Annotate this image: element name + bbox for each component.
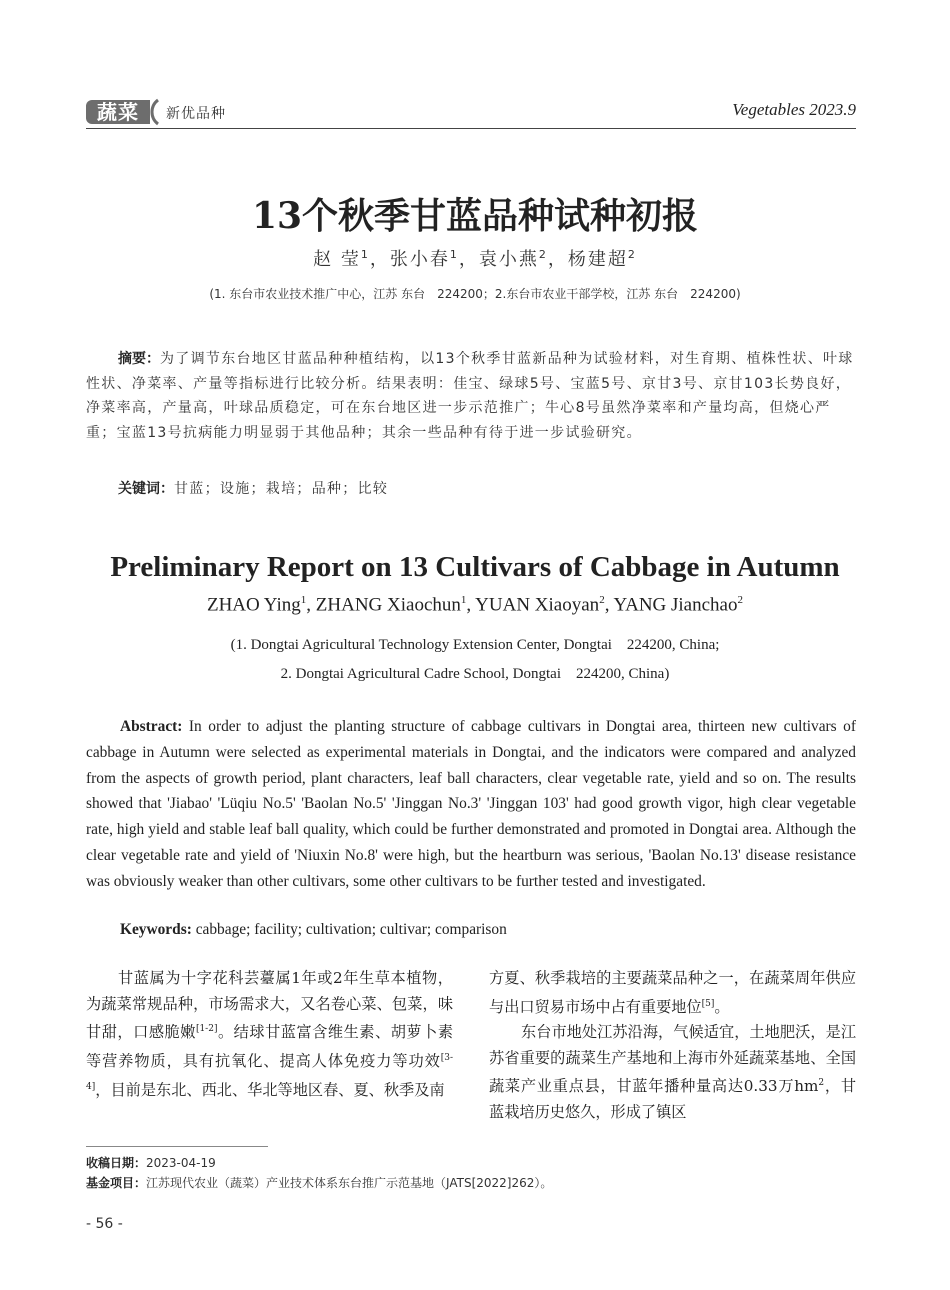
en-keywords [120,921,507,939]
author-name: ZHAO Ying [206,594,301,616]
body-paragraph-2 [489,1020,856,1125]
author-sup: 2 [737,594,743,606]
author-name: YANG Jianchao [613,594,738,616]
author-name: 袁小燕 [478,249,539,270]
author-sup: 2 [538,248,548,261]
citation: [1-2] [195,1024,218,1035]
header-divider [86,128,856,129]
author-name: YUAN Xiaoyan [475,594,600,616]
body-text: 东台市地处江苏沿海，气候适宜，土地肥沃，是江苏省重要的蔬菜生产基地和上海市外延蔬菜基地、全国蔬菜产业重点县，甘蓝年播种量高达0.33万hm [489,1023,856,1096]
body-column-right [489,966,856,1126]
footnote-divider [86,1146,268,1147]
cn-affiliation: (1. 东台市农业技术推广中心，江苏 东台 224200；2.东台市农业干部学校，江苏 东台 224200) [209,287,741,301]
cn-abstract-label: 摘要： [118,351,160,367]
author-sup: 2 [627,248,637,261]
received-value: 2023-04-19 [146,1156,216,1170]
en-affiliation-2: 2. Dongtai Agricultural Cadre School, Dongtai 224200, China) [280,666,670,682]
cn-keywords [118,478,388,498]
section-label: 新优品种 [166,106,226,122]
en-abstract [86,714,856,895]
en-keywords-label: Keywords: [120,921,192,938]
cn-keywords-label: 关键词： [118,481,174,497]
cn-authors: 赵 莹$^1$，张小春$^1$，袁小燕$^2$，杨建超$^2$ [313,248,637,270]
body-text: 方夏、秋季栽培的主要蔬菜品种之一，在蔬菜周年供应与出口贸易市场中占有重要地位 [489,969,856,1016]
page-number: - 56 - [86,1216,123,1232]
received-label: 收稿日期： [86,1156,147,1170]
author-name: 张小春 [389,249,450,270]
en-abstract-label: Abstract: [120,718,183,735]
en-authors: ZHAO Ying$^1$, ZHANG Xiaochun$^1$, YUAN Xiaoyan$^2$, YANG Jianchao$^2$ [206,594,743,616]
author-name: 赵 莹 [313,249,361,270]
received-date [86,1154,216,1171]
en-affiliation-1: (1. Dongtai Agricultural Technology Extension Center, Dongtai 224200, China; [230,637,720,653]
fund-value: 江苏现代农业（蔬菜）产业技术体系东台推广示范基地（JATS[2022]262）。 [146,1176,553,1190]
en-abstract-text: In order to adjust the planting structure of cabbage cultivars in Dongtai area, thirteen new cultivars of cabbage in Autumn were selected as experimental materials in Dongtai, and the indicators were compared and analyzed from the aspects of growth period, plant characters, leaf ball characters, clear vegetable rate, yield and so on. The results showed that 'Jiabao' 'Lüqiu No.5' 'Baolan No.5' 'Jinggan No.3' 'Jinggan 103' had good growth vigor, high clear vegetable rate, high yield and stable leaf ball quality, which could be further demonstrated and promoted in Dongtai area. Although the clear vegetable rate and yield of 'Niuxin No.8' were high, but the heartburn was serious, 'Baolan No.13' disease resistance was obviously weaker than other cultivars, some other cultivars to be further tested and investigated. [86,718,856,890]
cn-abstract-text: 为了调节东台地区甘蓝品种种植结构，以13个秋季甘蓝新品种为试验材料，对生育期、植株性状、叶球性状、净菜率、产量等指标进行比较分析。结果表明：佳宝、绿球5号、宝蓝5号、京甘3号、京甘103长势良好，净菜率高，产量高，叶球品质稳定，可在东台地区进一步示范推广；牛心8号虽然净菜率和产量均高，但烧心严重；宝蓝13号抗病能力明显弱于其他品种；其余一些品种有待于进一步试验研究。 [86,351,854,441]
body-text: 甘蓝属为十字花科芸薹属1年或2年生草本植物，为蔬菜常规品种，市场需求大，又名卷心菜、包菜，味甘甜，口感脆嫩 [86,969,453,1042]
author-sup: 1 [449,248,459,261]
cn-abstract [86,347,856,445]
cn-keywords-text: 甘蓝；设施；栽培；品种；比较 [174,481,389,497]
body-paragraph-1 [489,966,856,1020]
superscript: 2 [818,1078,825,1089]
leaf-icon [148,98,162,126]
author-name: ZHANG Xiaochun [315,594,461,616]
en-keywords-text: cabbage; facility; cultivation; cultivar; comparison [195,921,507,938]
body-text: 。结球甘蓝富含维生素、胡萝卜素等营养物质，具有抗氧化、提高人体免疫力等功效 [86,1023,454,1070]
running-header [86,94,856,130]
body-text: ，目前是东北、西北、华北等地区春、夏、秋季及南 [95,1080,445,1099]
author-sup: 1 [460,594,467,606]
author-name: 杨建超 [567,249,628,270]
author-sup: 1 [300,594,307,606]
citation: [5] [701,998,715,1009]
en-title: Preliminary Report on 13 Cultivars of Cabbage in Autumn [110,551,840,583]
cn-title: 13个秋季甘蓝品种试种初报 [251,195,699,237]
author-sup: 1 [360,248,370,261]
journal-logo: 蔬菜 [86,100,150,124]
author-sup: 2 [599,594,605,606]
body-text: 。 [714,997,730,1016]
fund-project [86,1174,552,1191]
citation: [3-4] [86,1052,453,1092]
body-paragraph-1 [86,966,453,1103]
fund-label: 基金项目： [86,1176,147,1190]
body-text: ，甘蓝栽培历史悠久，形成了镇区 [489,1077,857,1122]
body-column-left [86,966,453,1103]
journal-issue: Vegetables 2023.9 [732,100,856,119]
